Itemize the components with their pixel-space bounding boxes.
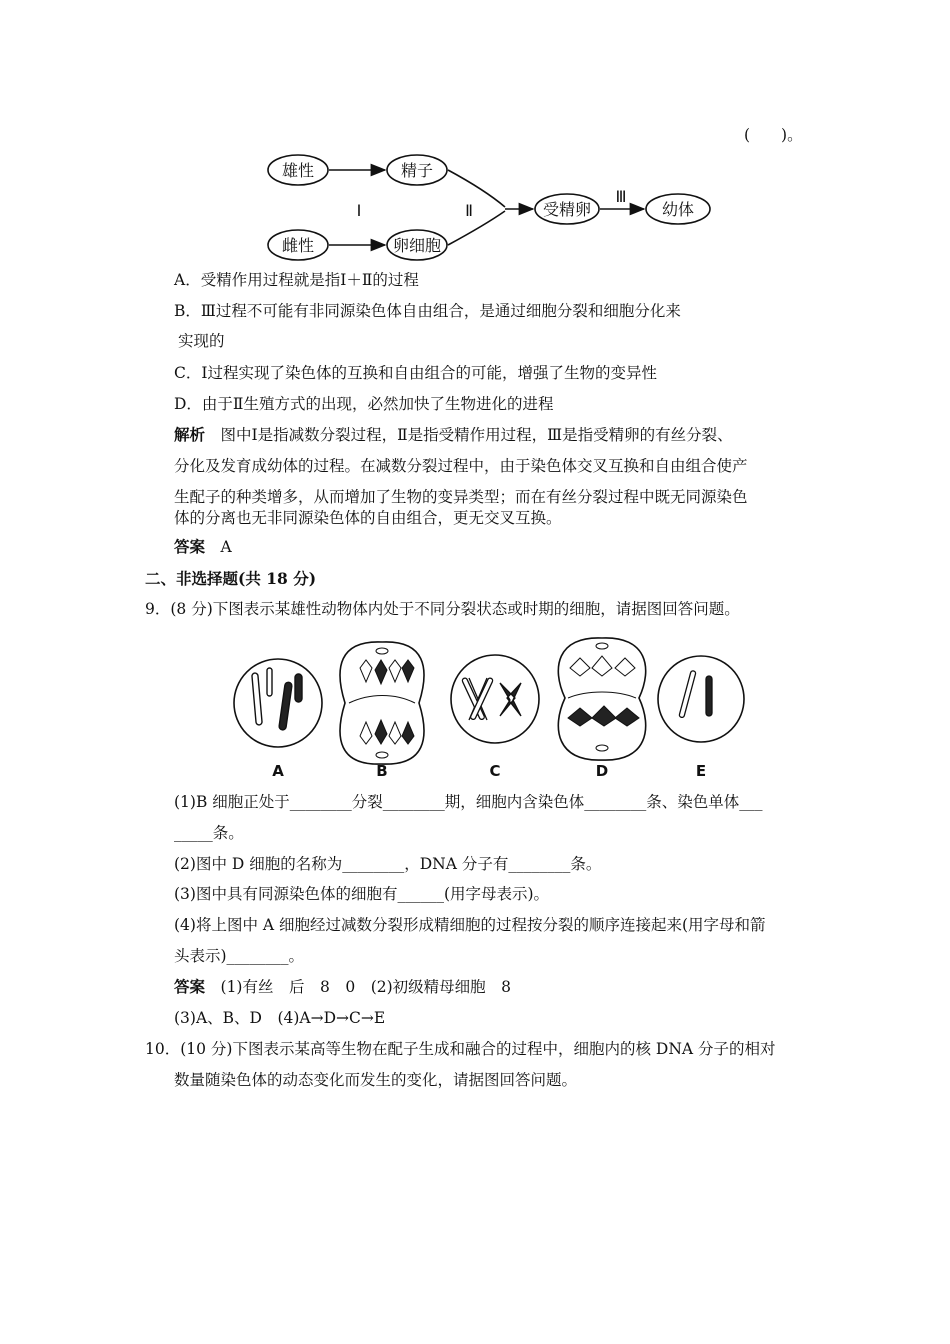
explanation-line1 xyxy=(174,424,733,446)
answer-value: A xyxy=(220,538,232,556)
cell-c xyxy=(451,655,539,743)
q9-sub4-line2: 头表示)________。 xyxy=(174,947,305,965)
cell-d-chromosomes xyxy=(568,643,639,751)
option-b-line1: B．Ⅲ过程不可能有非同源染色体自由组合，是通过细胞分裂和细胞分化来 xyxy=(174,302,681,320)
cell-label-d: D xyxy=(595,762,609,780)
answer-line xyxy=(174,536,232,558)
q9-answer-label: 答案 xyxy=(174,977,206,996)
cell-label-b: B xyxy=(376,762,388,780)
cell-e-chromosomes xyxy=(679,670,712,718)
process-label-2: Ⅱ xyxy=(465,201,473,220)
option-a: A．受精作用过程就是指Ⅰ＋Ⅱ的过程 xyxy=(174,271,419,289)
merge-lines xyxy=(448,170,505,245)
q9-answer-text1: (1)有丝 后 8 0 (2)初级精母细胞 8 xyxy=(220,978,512,996)
node-male-label: 雄性 xyxy=(281,161,315,180)
q9-sub1-line1: (1)B 细胞正处于________分裂________期，细胞内含染色体________条、染色单体___ xyxy=(174,793,763,811)
node-juvenile-label: 幼体 xyxy=(661,200,695,219)
cell-b-chromosomes xyxy=(360,648,414,758)
q9-sub1-line2: _____条。 xyxy=(174,824,244,842)
explanation-line4: 体的分离也无非同源染色体的自由组合，更无交叉互换。 xyxy=(174,509,562,527)
q9-stem: 9．(8 分)下图表示某雄性动物体内处于不同分裂状态或时期的细胞，请据图回答问题。 xyxy=(145,600,740,618)
cell-label-c: C xyxy=(489,762,501,780)
cell-a-chromosomes xyxy=(252,668,302,730)
cell-c-chromosomes xyxy=(462,677,521,720)
explanation-line3: 生配子的种类增多，从而增加了生物的变异类型；而在有丝分裂过程中既无同源染色 xyxy=(174,488,748,506)
process-label-3: Ⅲ xyxy=(615,187,627,206)
option-b-line2: 实现的 xyxy=(178,332,225,350)
option-c: C．Ⅰ过程实现了染色体的互换和自由组合的可能，增强了生物的变异性 xyxy=(174,364,657,382)
cell-label-a: A xyxy=(272,762,284,780)
cell-label-e: E xyxy=(695,762,707,780)
explanation-line2: 分化及发育成幼体的过程。在减数分裂过程中，由于染色体交叉互换和自由组合使产 xyxy=(174,457,748,475)
q9-answer-line2: (3)A、B、D (4)A→D→C→E xyxy=(174,1009,386,1027)
explanation-text1: 图中Ⅰ是指减数分裂过程，Ⅱ是指受精作用过程，Ⅲ是指受精卵的有丝分裂、 xyxy=(220,426,733,444)
reproduction-flow-diagram xyxy=(255,145,735,270)
node-egg-label: 卵细胞 xyxy=(392,236,442,255)
q9-answer-line1 xyxy=(174,976,511,998)
node-sperm-label: 精子 xyxy=(400,161,434,180)
node-female-label: 雌性 xyxy=(281,236,315,255)
option-d: D．由于Ⅱ生殖方式的出现，必然加快了生物进化的进程 xyxy=(174,395,554,413)
cell-e xyxy=(658,656,744,742)
section-heading: 二、非选择题(共 18 分) xyxy=(145,569,317,588)
cell-a xyxy=(234,659,322,747)
q10-line2: 数量随染色体的动态变化而发生的变化，请据图回答问题。 xyxy=(174,1071,578,1089)
answer-label: 答案 xyxy=(174,537,206,556)
cell-division-figure xyxy=(225,628,755,783)
cell-b xyxy=(340,642,424,764)
q9-sub3: (3)图中具有同源染色体的细胞有______(用字母表示)。 xyxy=(174,885,550,903)
process-label-1: Ⅰ xyxy=(356,201,362,220)
q10-line1: 10．(10 分)下图表示某高等生物在配子生成和融合的过程中，细胞内的核 DNA 分子的相对 xyxy=(145,1040,776,1058)
q9-sub4-line1: (4)将上图中 A 细胞经过减数分裂形成精细胞的过程按分裂的顺序连接起来(用字母和箭 xyxy=(174,916,766,934)
explanation-label: 解析 xyxy=(174,425,206,444)
answer-paren: ( )。 xyxy=(744,126,803,144)
node-zygote-label: 受精卵 xyxy=(542,200,592,219)
q9-sub2: (2)图中 D 细胞的名称为________，DNA 分子有________条。 xyxy=(174,855,602,873)
